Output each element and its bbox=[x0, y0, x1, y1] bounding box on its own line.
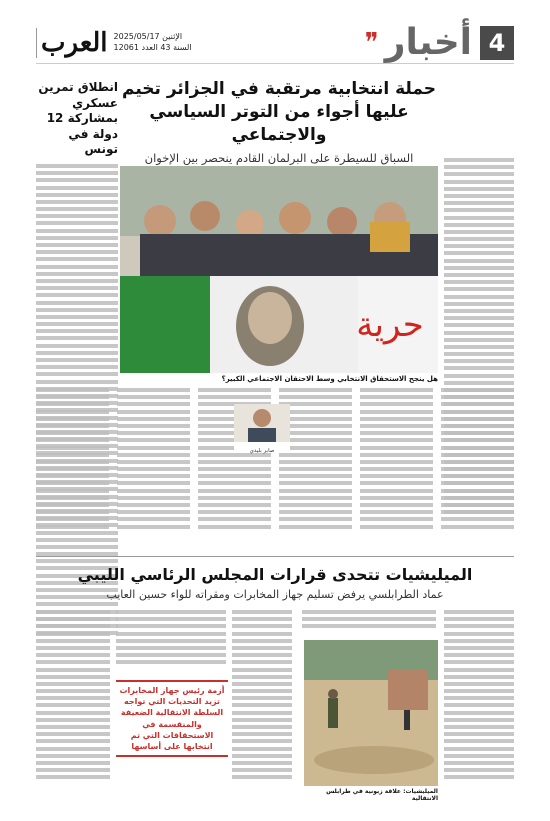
section-name: أخبار bbox=[384, 21, 472, 63]
militia-illustration bbox=[304, 640, 438, 786]
main-subheadline: السباق للسيطرة على البرلمان القادم ينحصر بين الإخوان bbox=[144, 150, 414, 165]
body-column bbox=[116, 610, 226, 668]
author-box bbox=[234, 404, 290, 452]
newspaper-logo: العرب bbox=[36, 28, 108, 58]
issue-line: السنة 43 العدد 12061 bbox=[113, 42, 192, 52]
body-column bbox=[302, 610, 436, 632]
main-headline-line-2: عليها أجواء من التوتر السياسي والاجتماعي bbox=[149, 101, 409, 145]
author-name: صابر بليدي bbox=[249, 448, 275, 454]
body-column bbox=[444, 610, 514, 783]
main-headline bbox=[120, 78, 438, 147]
protest-illustration bbox=[120, 166, 438, 373]
body-column bbox=[36, 610, 110, 783]
main-story-header bbox=[120, 78, 438, 179]
photo-caption: هل ينجح الاستحقاق الانتخابي وسط الاحتقان الاجتماعي الكبير؟ bbox=[221, 375, 438, 383]
quote-icon: ❞ bbox=[364, 27, 379, 58]
protest-photo bbox=[120, 166, 438, 373]
pull-quote: أزمة رئيس جهاز المخابرات تزيد التحديات التي تواجه السلطة الانتقالية الضعيفة والمنقسمة في الاستحقاقات التي تم انتخابها على أساسها bbox=[116, 680, 228, 757]
second-story-body bbox=[36, 610, 514, 790]
body-column bbox=[232, 610, 292, 783]
second-story-header bbox=[36, 556, 514, 601]
side-story bbox=[36, 80, 118, 638]
side-headline: انطلاق تمرين عسكري بمشاركة 12 دولة في تونس bbox=[38, 80, 118, 157]
masthead bbox=[36, 22, 514, 64]
date-line: الإثنين 2025/05/17 bbox=[113, 32, 183, 42]
issue-date bbox=[114, 32, 192, 53]
second-headline: الميليشيات تتحدى قرارات المجلس الرئاسي الليبي bbox=[77, 565, 473, 584]
author-photo bbox=[234, 404, 290, 442]
body-column bbox=[36, 388, 109, 538]
body-column bbox=[117, 388, 190, 538]
militia-photo-caption: الميليشيات: علاقة زبونية في طرابلس الانتقالية bbox=[326, 788, 438, 802]
second-subheadline: عماد الطرابلسي يرفض تسليم جهاز المخابرات ومقراته للواء حسين العايب bbox=[106, 588, 444, 601]
body-column bbox=[360, 388, 433, 538]
banner-text: حرية bbox=[356, 305, 424, 345]
main-headline-line-1: حملة انتخابية مرتقبة في الجزائر تخيم bbox=[122, 79, 436, 99]
militia-photo bbox=[304, 640, 438, 786]
body-column bbox=[441, 388, 514, 538]
section-number: 4 bbox=[480, 26, 514, 60]
